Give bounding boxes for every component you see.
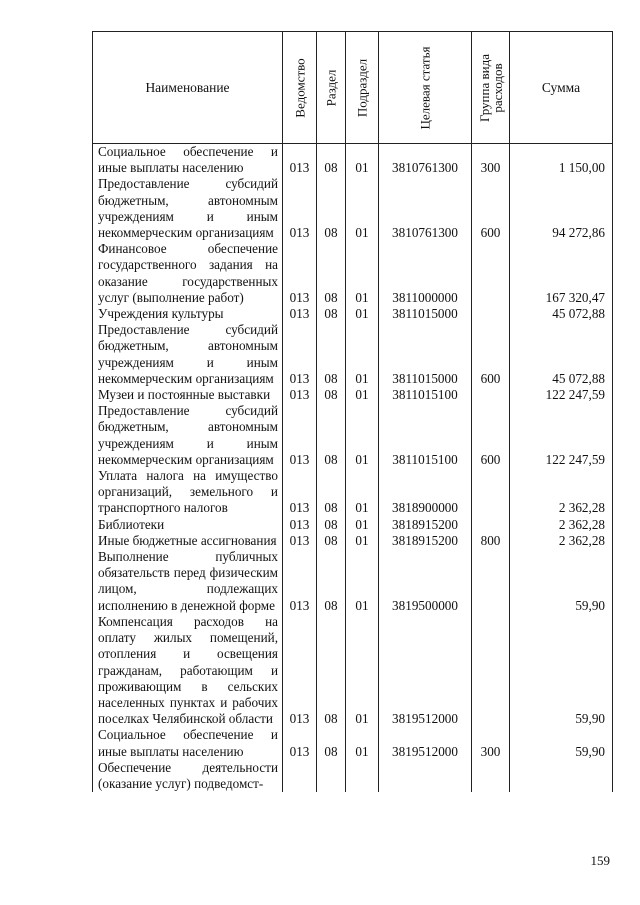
- row-podrazdel-cell: 01: [346, 387, 379, 403]
- row-gruppa-cell: 300: [472, 144, 510, 177]
- row-vedomstvo-cell: 013: [283, 306, 317, 322]
- row-name-cell: Социальное обеспечение и иные выплаты населению: [93, 144, 283, 177]
- row-gruppa-cell: [472, 614, 510, 727]
- row-razdel-cell: 08: [317, 387, 346, 403]
- row-razdel-cell: 08: [317, 517, 346, 533]
- row-name-cell: Предоставление субсидий бюджетным, автономным учреждениям и иным некоммерческим организациям: [93, 322, 283, 387]
- row-vedomstvo-cell: 013: [283, 241, 317, 306]
- row-gruppa-cell: 300: [472, 727, 510, 759]
- row-razdel-cell: 08: [317, 241, 346, 306]
- row-tselevaya-cell: 3810761300: [379, 144, 472, 177]
- row-podrazdel-cell: 01: [346, 468, 379, 517]
- row-summa-cell: 45 072,88: [510, 322, 613, 387]
- row-summa-cell: 2 362,28: [510, 533, 613, 549]
- row-razdel-cell: 08: [317, 176, 346, 241]
- table-row: [93, 549, 613, 614]
- row-summa-cell: 45 072,88: [510, 306, 613, 322]
- row-name-cell: Иные бюджетные ассигнования: [93, 533, 283, 549]
- page-number: 159: [590, 853, 610, 868]
- row-gruppa-cell: [472, 387, 510, 403]
- row-name-cell: Компенсация расходов на оплату жилых помещений, отопления и освещения гражданам, работающим и проживающим в сельских населенных пунктах и рабочих поселках Челябинской области: [93, 614, 283, 727]
- header-vedomstvo: Ведомство: [283, 32, 317, 144]
- row-name-cell: Учреждения культуры: [93, 306, 283, 322]
- row-vedomstvo-cell: 013: [283, 533, 317, 549]
- row-razdel-cell: [317, 760, 346, 792]
- row-gruppa-cell: [472, 549, 510, 614]
- table-row: [93, 144, 613, 177]
- row-razdel-cell: 08: [317, 403, 346, 468]
- row-podrazdel-cell: 01: [346, 517, 379, 533]
- table-row: [93, 176, 613, 241]
- row-summa-cell: 1 150,00: [510, 144, 613, 177]
- header-row: [93, 32, 613, 144]
- table-row: [93, 387, 613, 403]
- row-vedomstvo-cell: 013: [283, 176, 317, 241]
- row-vedomstvo-cell: 013: [283, 549, 317, 614]
- row-vedomstvo-cell: 013: [283, 387, 317, 403]
- row-gruppa-cell: [472, 468, 510, 517]
- row-gruppa-cell: [472, 760, 510, 792]
- table-row: [93, 306, 613, 322]
- row-vedomstvo-cell: [283, 760, 317, 792]
- row-summa-cell: 94 272,86: [510, 176, 613, 241]
- row-tselevaya-cell: 3818900000: [379, 468, 472, 517]
- table-row: [93, 727, 613, 759]
- row-razdel-cell: 08: [317, 306, 346, 322]
- row-tselevaya-cell: 3819500000: [379, 549, 472, 614]
- row-summa-cell: 2 362,28: [510, 517, 613, 533]
- row-gruppa-cell: 600: [472, 403, 510, 468]
- row-podrazdel-cell: 01: [346, 533, 379, 549]
- row-gruppa-cell: [472, 517, 510, 533]
- header-tselevaya-statya: Целевая статья: [379, 32, 472, 144]
- row-razdel-cell: 08: [317, 614, 346, 727]
- table-row: [93, 517, 613, 533]
- row-gruppa-cell: [472, 306, 510, 322]
- row-summa-cell: 59,90: [510, 614, 613, 727]
- table-row: [93, 533, 613, 549]
- table-row: [93, 760, 613, 792]
- header-summa: Сумма: [510, 32, 613, 144]
- row-gruppa-cell: 600: [472, 322, 510, 387]
- row-summa-cell: 59,90: [510, 727, 613, 759]
- row-tselevaya-cell: 3811015100: [379, 403, 472, 468]
- row-podrazdel-cell: 01: [346, 176, 379, 241]
- table-row: [93, 322, 613, 387]
- row-tselevaya-cell: 3819512000: [379, 727, 472, 759]
- row-vedomstvo-cell: 013: [283, 614, 317, 727]
- row-podrazdel-cell: 01: [346, 306, 379, 322]
- row-razdel-cell: 08: [317, 533, 346, 549]
- row-summa-cell: [510, 760, 613, 792]
- row-vedomstvo-cell: 013: [283, 517, 317, 533]
- row-summa-cell: 122 247,59: [510, 387, 613, 403]
- row-podrazdel-cell: 01: [346, 549, 379, 614]
- row-tselevaya-cell: 3818915200: [379, 517, 472, 533]
- row-tselevaya-cell: 3819512000: [379, 614, 472, 727]
- row-podrazdel-cell: 01: [346, 727, 379, 759]
- row-podrazdel-cell: 01: [346, 144, 379, 177]
- row-summa-cell: 2 362,28: [510, 468, 613, 517]
- row-name-cell: Предоставление субсидий бюджетным, автономным учреждениям и иным некоммерческим организациям: [93, 403, 283, 468]
- row-gruppa-cell: 800: [472, 533, 510, 549]
- row-podrazdel-cell: 01: [346, 403, 379, 468]
- row-summa-cell: 122 247,59: [510, 403, 613, 468]
- row-name-cell: Библиотеки: [93, 517, 283, 533]
- row-summa-cell: 167 320,47: [510, 241, 613, 306]
- row-podrazdel-cell: 01: [346, 322, 379, 387]
- row-gruppa-cell: 600: [472, 176, 510, 241]
- row-name-cell: Обеспечение деятельности (оказание услуг) подведомст-: [93, 760, 283, 792]
- row-name-cell: Предоставление субсидий бюджетным, автономным учреждениям и иным некоммерческим организациям: [93, 176, 283, 241]
- budget-table: [92, 31, 613, 792]
- row-gruppa-cell: [472, 241, 510, 306]
- table-row: [93, 403, 613, 468]
- table-body: [93, 144, 613, 793]
- row-tselevaya-cell: 3810761300: [379, 176, 472, 241]
- row-tselevaya-cell: 3811000000: [379, 241, 472, 306]
- header-podrazdel: Подраздел: [346, 32, 379, 144]
- row-podrazdel-cell: 01: [346, 614, 379, 727]
- row-razdel-cell: 08: [317, 727, 346, 759]
- row-name-cell: Финансовое обеспечение государственного задания на оказание государственных услуг (выполнение работ): [93, 241, 283, 306]
- row-razdel-cell: 08: [317, 144, 346, 177]
- row-razdel-cell: 08: [317, 322, 346, 387]
- row-razdel-cell: 08: [317, 549, 346, 614]
- row-name-cell: Музеи и постоянные выставки: [93, 387, 283, 403]
- table-row: [93, 468, 613, 517]
- table-row: [93, 614, 613, 727]
- row-tselevaya-cell: 3811015100: [379, 387, 472, 403]
- row-tselevaya-cell: 3818915200: [379, 533, 472, 549]
- row-razdel-cell: 08: [317, 468, 346, 517]
- header-name: Наименование: [93, 32, 283, 144]
- row-podrazdel-cell: [346, 760, 379, 792]
- header-gruppa-vida-raskhodov: Группа вида расходов: [472, 32, 510, 144]
- row-summa-cell: 59,90: [510, 549, 613, 614]
- row-vedomstvo-cell: 013: [283, 322, 317, 387]
- row-tselevaya-cell: 3811015000: [379, 306, 472, 322]
- table-row: [93, 241, 613, 306]
- row-vedomstvo-cell: 013: [283, 468, 317, 517]
- row-vedomstvo-cell: 013: [283, 403, 317, 468]
- row-vedomstvo-cell: 013: [283, 727, 317, 759]
- row-name-cell: Уплата налога на имущество организаций, земельного и транспортного налогов: [93, 468, 283, 517]
- row-tselevaya-cell: 3811015000: [379, 322, 472, 387]
- header-razdel: Раздел: [317, 32, 346, 144]
- row-vedomstvo-cell: 013: [283, 144, 317, 177]
- row-name-cell: Социальное обеспечение и иные выплаты населению: [93, 727, 283, 759]
- row-tselevaya-cell: [379, 760, 472, 792]
- row-podrazdel-cell: 01: [346, 241, 379, 306]
- row-name-cell: Выполнение публичных обязательств перед физическим лицом, подлежащих исполнению в денежной форме: [93, 549, 283, 614]
